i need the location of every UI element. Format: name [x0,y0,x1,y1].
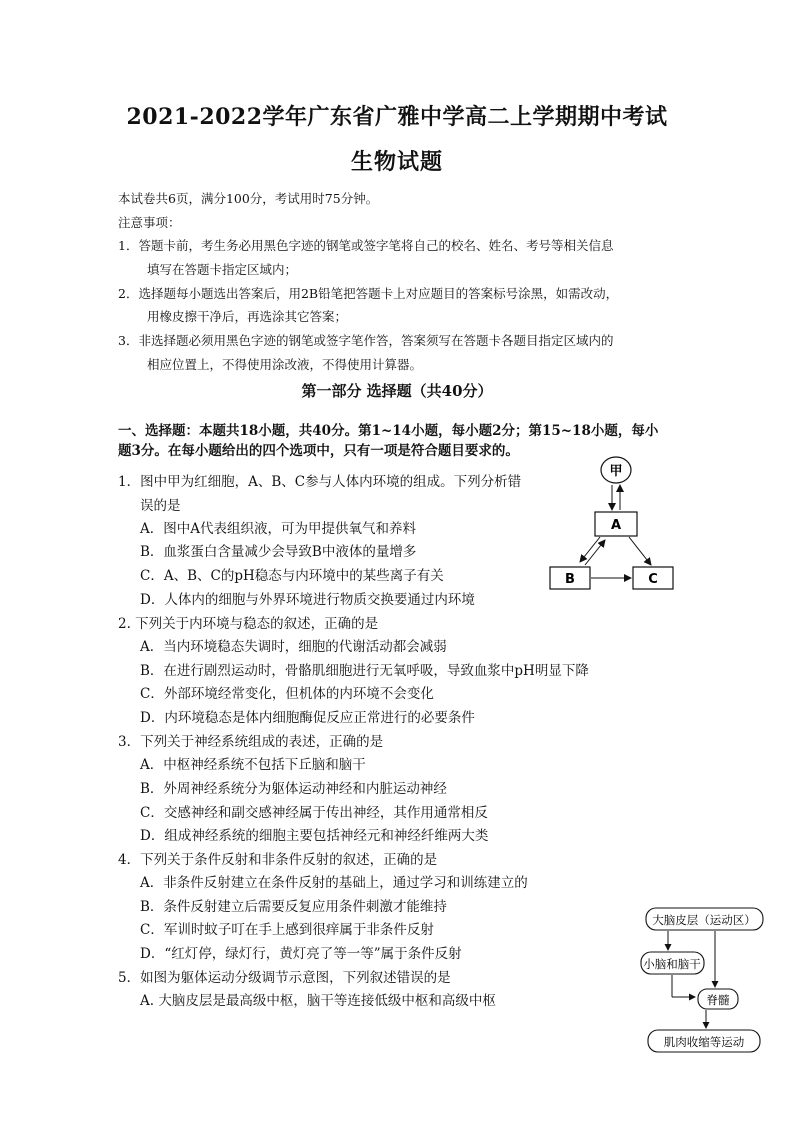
q4-stem: 4．下列关于条件反射和非条件反射的叙述，正确的是 [118,852,438,868]
notice-item-3-line2: 相应位置上，不得使用涂改液，不得使用计算器。 [147,357,423,372]
arrow-a-to-c [629,537,651,565]
spine-label: 脊髓 [706,993,730,1007]
notice-item-1-line1: 1．答题卡前，考生务必用黑色字迹的钢笔或签字笔将自己的校名、姓名、考号等相关信息 [118,238,614,253]
section-desc-line1: 一、选择题：本题共18小题，共40分。第1~14小题，每小题2分；第15~18小题，每小 [118,423,659,439]
q5-option-a: A. 大脑皮层是最高级中枢，脑干等连接低级中枢和高级中枢 [140,993,496,1009]
q2-stem: 2. 下列关于内环境与稳态的叙述，正确的是 [118,616,379,632]
section-title: 第一部分 选择题（共40分） [301,382,493,400]
q3-option-b: B．外周神经系统分为躯体运动神经和内脏运动神经 [140,781,447,797]
exam-subtitle: 生物试题 [350,149,443,175]
q3-option-c: C．交感神经和副交感神经属于传出神经，其作用通常相反 [140,805,488,821]
q2-option-a: A．当内环境稳态失调时，细胞的代谢活动都会减弱 [140,639,447,655]
q2-option-d: D．内环境稳态是体内细胞酶促反应正常进行的必要条件 [140,710,475,726]
cortex-label: 大脑皮层（运动区） [652,913,756,927]
q1-stem-line2: 误的是 [140,498,181,514]
cerebellum-label: 小脑和脑干 [643,957,701,971]
notice-label: 注意事项： [118,215,181,230]
body-fluid-diagram [545,455,680,595]
q1-option-a: A．图中A代表组织液，可为甲提供氧气和养料 [140,521,416,537]
exam-intro: 本试卷共6页，满分100分，考试用时75分钟。 [118,191,379,206]
notice-item-2-line1: 2．选择题每小题选出答案后，用2B铅笔把答题卡上对应题目的答案标号涂黑，如需改动， [118,286,619,301]
q4-option-d: D．“红灯停，绿灯行，黄灯亮了等一等”属于条件反射 [140,946,462,962]
q2-option-b: B．在进行剧烈运动时，骨骼肌细胞进行无氧呼吸，导致血浆中pH明显下降 [140,663,589,679]
q1-option-b: B．血浆蛋白含量减少会导致B中液体的量增多 [140,544,417,560]
q3-stem: 3．下列关于神经系统组成的表述，正确的是 [118,734,384,750]
fluid-b-label: B [565,572,575,587]
q2-option-c: C．外部环境经常变化，但机体的内环境不会变化 [140,686,434,702]
q1-stem-line1: 1．图中甲为红细胞，A、B、C参与人体内环境的组成。下列分析错 [118,474,522,490]
q3-option-a: A．中枢神经系统不包括下丘脑和脑干 [140,757,366,773]
q4-option-c: C．军训时蚊子叮在手上感到很痒属于非条件反射 [140,922,434,938]
cell-jia-label: 甲 [609,464,623,479]
q4-option-a: A．非条件反射建立在条件反射的基础上，通过学习和训练建立的 [140,875,528,891]
muscle-label: 肌肉收缩等运动 [663,1035,745,1049]
notice-item-3-line1: 3．非选择题必须用黑色字迹的钢笔或签字笔作答，答案须写在答题卡各题目指定区域内的 [118,333,614,348]
motor-control-diagram [640,905,770,1055]
exam-title: 2021-2022学年广东省广雅中学高二上学期期中考试 [126,104,668,130]
section-desc-line2: 题3分。在每小题给出的四个选项中，只有一项是符合题目要求的。 [118,443,519,459]
q3-option-d: D．组成神经系统的细胞主要包括神经元和神经纤维两大类 [140,828,489,844]
fluid-a-label: A [610,518,622,533]
q5-stem: 5．如图为躯体运动分级调节示意图，下列叙述错误的是 [118,970,451,986]
q4-option-b: B．条件反射建立后需要反复应用条件刺激才能维持 [140,899,447,915]
q1-option-c: C．A、B、C的pH稳态与内环境中的某些离子有关 [140,568,444,584]
notice-item-1-line2: 填写在答题卡指定区域内； [147,262,298,277]
fluid-c-label: C [648,572,658,587]
q1-option-d: D．人体内的细胞与外界环境进行物质交换要通过内环境 [140,592,475,608]
notice-item-2-line2: 用橡皮擦干净后，再选涂其它答案； [147,309,348,324]
